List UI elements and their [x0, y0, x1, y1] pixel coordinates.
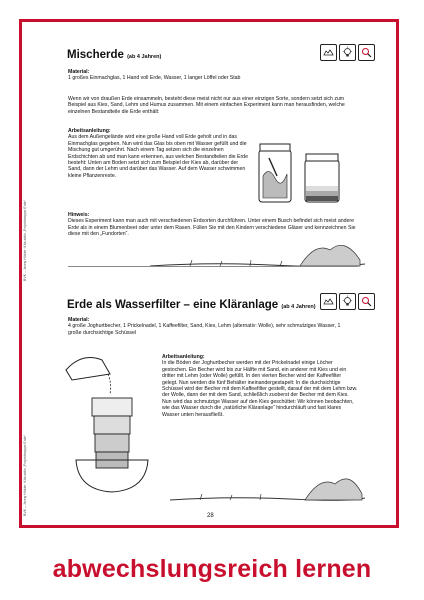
section1-steps-label: Arbeitsanleitung: — [68, 128, 111, 134]
side-note-top: BVK – Jenny Hübler: Kita aktiv „Projektmappe Erde“ — [23, 200, 27, 281]
side-note-bottom: BVK – Jenny Hübler: Kita aktiv „Projektmappe Erde“ — [23, 435, 27, 516]
banner-text: abwechslungsreich lernen — [52, 555, 372, 583]
section2-material — [68, 317, 353, 336]
lightbulb-icon — [339, 44, 356, 61]
section2-steps-label: Arbeitsanleitung: — [162, 354, 205, 360]
section2-title — [67, 299, 316, 311]
jars-illustration — [255, 136, 355, 208]
section2-material-label: Material: — [68, 317, 90, 323]
section1-title — [67, 49, 161, 61]
ground-illustration — [150, 222, 365, 272]
section1-steps — [68, 128, 253, 179]
magnifier-icon — [358, 44, 375, 61]
filter-illustration — [62, 350, 162, 500]
section1-material-text: 1 großes Einmachglas, 1 Hand voll Erde, Wasser, 1 langer Löffel oder Stab — [68, 75, 241, 82]
page-number: 28 — [207, 513, 214, 519]
section1-age: (ab 4 Jahren) — [127, 54, 162, 60]
section1-intro: Wenn wir von draußen Erde einsammeln, besteht diese meist nicht nur aus einer einzigen Sorte, sondern setzt sich zum Beispiel aus Kies, Sand, Lehm und Humus zusammen. Mit einem einfachen Experiment kann man herausfinden, welche einzelnen Bestandteile die Erde enthält: — [68, 96, 345, 115]
section-divider — [68, 266, 358, 267]
ground-illustration — [170, 458, 365, 506]
section2-steps — [162, 354, 358, 418]
hands-icon — [320, 293, 337, 310]
section1-hint-text: Dieses Experiment kann man auch mit verschiedenen Erdsorten durchführen. Unter einem Busch befindet sich meist andere Erde als in einem Blumenbeet oder unter dem Rasen. Füllen Sie mit den Kindern verschiedene Gläser und kennzeichnen Sie diese mit den „Fundorten“. — [68, 218, 356, 238]
section2-steps-text: In die Böden der Joghurtbecher werden mit der Prickelnadel einige Löcher gestochen. Ein Becher wird bis zur Hälfte mit Sand, ein anderer mit Kies und ein dritter mit Lehm (oder Wolle) gefüllt. In den vierten Becher wird der Kaffeefilter gelegt. Nun werden die fünf Behälter ineinandergestapelt: In die durchsichtige Schüssel wird der Becher mit dem Kaffeefilter gestellt, darauf der mit dem Lehm bzw. der Wolle, dann der mit dem Sand, schließlich zuoberst der Becher mit dem Kies. Nun wird das schmutzige Wasser auf den Kies geschüttet: Wir können beobachten, wie das Wasser durch die „natürliche Kläranlage“ hindurchläuft und fast klares Wasser unten herausfließt. — [162, 360, 358, 418]
section1-hint-label: Hinweis: — [68, 212, 90, 218]
section1-title-text: Mischerde — [67, 49, 124, 61]
section2-icons — [320, 293, 375, 310]
section1-material-label: Material: — [68, 69, 90, 75]
section1-icons — [320, 44, 375, 61]
section2-material-text: 4 große Joghurtbecher, 1 Prickelnadel, 1 Kaffeefilter, Sand, Kies, Lehm (alternativ: Wolle), sehr schmutziges Wasser, 1 große durchsichtige Schüssel — [68, 323, 341, 336]
section1-material — [68, 69, 353, 82]
lightbulb-icon — [339, 293, 356, 310]
magnifier-icon — [358, 293, 375, 310]
section1-steps-text: Aus dem Außengelände wird eine große Hand voll Erde geholt und in das Einmachglas gegeben. Nun wird das Glas bis oben mit Wasser gefüllt und die Mischung gut umgerührt. Nach einem Tag setzen sich die einzelnen Erdschichten ab und man kann erkennen, aus welchen Bestandteilen die Erde besteht: Unten am Boden setzt sich zum Beispiel der Kies ab, darüber der Sand, dann der Lehm und darüber das Wasser. Auf dem Wasser schwimmen kleine Pflanzenreste. — [68, 134, 248, 179]
hands-icon — [320, 44, 337, 61]
section2-title-text: Erde als Wasserfilter – eine Kläranlage — [67, 299, 279, 311]
section2-age: (ab 4 Jahren) — [281, 304, 316, 310]
